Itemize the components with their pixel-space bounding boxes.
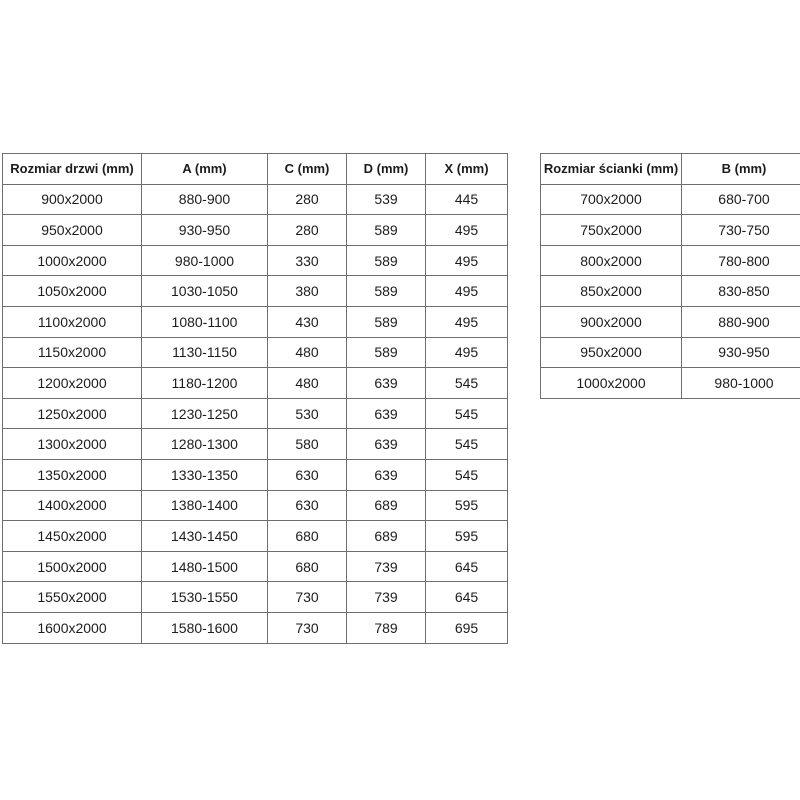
table-cell: 730 [268,582,347,613]
wall-sizes-table [540,153,800,399]
table-cell: 1050x2000 [3,276,142,307]
table-cell: 680 [268,551,347,582]
table-cell: 730 [268,612,347,643]
table-cell: 739 [347,582,426,613]
table-cell: 800x2000 [541,245,682,276]
table-cell: 545 [426,398,508,429]
table-cell: 900x2000 [541,306,682,337]
table-row [541,215,800,246]
table-cell: 589 [347,337,426,368]
table-cell: 930-950 [142,215,268,246]
table-cell: 1080-1100 [142,306,268,337]
table-cell: 1000x2000 [541,368,682,399]
table-cell: 530 [268,398,347,429]
column-header: A (mm) [142,154,268,185]
table-row [3,612,508,643]
table-cell: 589 [347,276,426,307]
table-cell: 1480-1500 [142,551,268,582]
table-row [541,245,800,276]
table-cell: 1250x2000 [3,398,142,429]
table-row [3,490,508,521]
table-cell: 580 [268,429,347,460]
table-cell: 280 [268,215,347,246]
table-cell: 950x2000 [3,215,142,246]
table-row [3,459,508,490]
table-cell: 545 [426,368,508,399]
table-row [3,215,508,246]
table-cell: 1130-1150 [142,337,268,368]
table-cell: 950x2000 [541,337,682,368]
table-cell: 1350x2000 [3,459,142,490]
column-header: Rozmiar ścianki (mm) [541,154,682,185]
column-header: B (mm) [682,154,800,185]
table-cell: 495 [426,215,508,246]
table-cell: 595 [426,490,508,521]
table-cell: 830-850 [682,276,800,307]
table-cell: 639 [347,459,426,490]
table-row [541,337,800,368]
column-header: D (mm) [347,154,426,185]
table-cell: 645 [426,582,508,613]
table-cell: 880-900 [142,184,268,215]
table-cell: 1280-1300 [142,429,268,460]
table-cell: 900x2000 [3,184,142,215]
table-cell: 589 [347,306,426,337]
table-row [3,306,508,337]
table-cell: 689 [347,521,426,552]
table-cell: 495 [426,306,508,337]
table-cell: 495 [426,337,508,368]
table-cell: 445 [426,184,508,215]
table-row [3,184,508,215]
table-cell: 430 [268,306,347,337]
table-cell: 1200x2000 [3,368,142,399]
table-row [3,582,508,613]
table-cell: 980-1000 [142,245,268,276]
table-row [3,551,508,582]
table-cell: 1030-1050 [142,276,268,307]
table-cell: 930-950 [682,337,800,368]
table-cell: 695 [426,612,508,643]
header-row [3,154,508,185]
table-cell: 739 [347,551,426,582]
table-cell: 645 [426,551,508,582]
table-row [3,245,508,276]
table-cell: 1380-1400 [142,490,268,521]
table-row [3,368,508,399]
header-row [541,154,800,185]
table-cell: 639 [347,429,426,460]
table-cell: 700x2000 [541,184,682,215]
table-cell: 495 [426,245,508,276]
table-cell: 1180-1200 [142,368,268,399]
table-cell: 680 [268,521,347,552]
table-cell: 750x2000 [541,215,682,246]
table-cell: 639 [347,368,426,399]
table-row [3,276,508,307]
column-header: C (mm) [268,154,347,185]
table-cell: 1330-1350 [142,459,268,490]
table-row [3,521,508,552]
table-cell: 789 [347,612,426,643]
table-cell: 1000x2000 [3,245,142,276]
table-cell: 850x2000 [541,276,682,307]
table-cell: 639 [347,398,426,429]
table-cell: 730-750 [682,215,800,246]
table-row [541,306,800,337]
table-cell: 380 [268,276,347,307]
table-cell: 280 [268,184,347,215]
table-cell: 1100x2000 [3,306,142,337]
table-cell: 480 [268,368,347,399]
door-sizes-table [2,153,508,644]
table-cell: 330 [268,245,347,276]
table-cell: 1500x2000 [3,551,142,582]
column-header: Rozmiar drzwi (mm) [3,154,142,185]
table-cell: 589 [347,245,426,276]
table-cell: 1580-1600 [142,612,268,643]
table-cell: 1550x2000 [3,582,142,613]
table-cell: 689 [347,490,426,521]
table-row [3,398,508,429]
table-cell: 1450x2000 [3,521,142,552]
table-row [3,337,508,368]
table-cell: 1300x2000 [3,429,142,460]
table-row [541,276,800,307]
table-cell: 630 [268,459,347,490]
table-cell: 980-1000 [682,368,800,399]
table-cell: 495 [426,276,508,307]
column-header: X (mm) [426,154,508,185]
table-cell: 680-700 [682,184,800,215]
table-cell: 595 [426,521,508,552]
table-cell: 1600x2000 [3,612,142,643]
table-cell: 539 [347,184,426,215]
table-cell: 589 [347,215,426,246]
table-cell: 1150x2000 [3,337,142,368]
table-cell: 545 [426,459,508,490]
table-row [541,184,800,215]
table-cell: 630 [268,490,347,521]
table-cell: 480 [268,337,347,368]
table-row [541,368,800,399]
table-cell: 1400x2000 [3,490,142,521]
table-cell: 880-900 [682,306,800,337]
table-cell: 545 [426,429,508,460]
table-row [3,429,508,460]
table-cell: 780-800 [682,245,800,276]
table-cell: 1430-1450 [142,521,268,552]
table-cell: 1530-1550 [142,582,268,613]
table-cell: 1230-1250 [142,398,268,429]
